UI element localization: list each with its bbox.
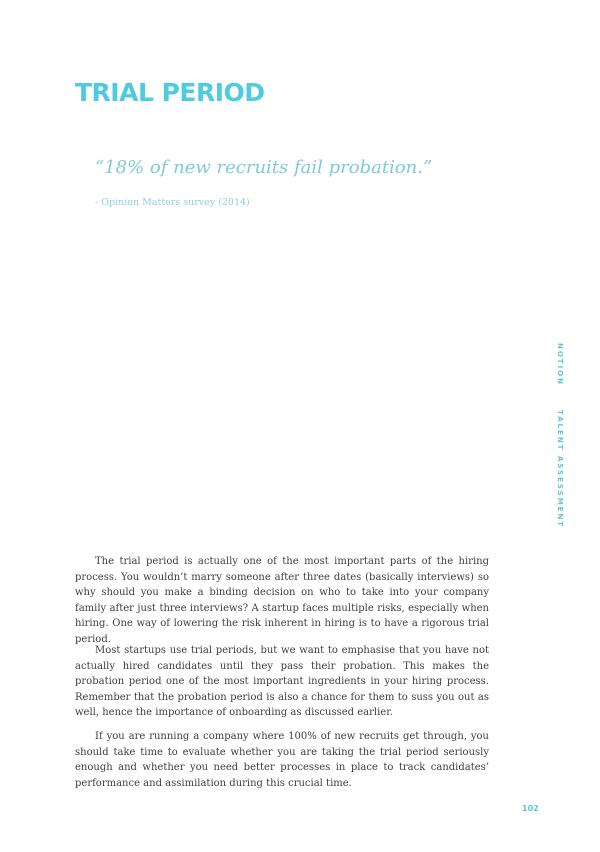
side-label-talent-assessment: TALENT ASSESSMENT	[556, 410, 564, 529]
body-paragraph: The trial period is actually one of the most important parts of the hiring process. You wouldn’t marry someone after three dates (basically interviews) so why should you make a binding decision on who to take into your company family after just three interviews? A startup faces multiple risks, especially when hiring. One way of lowering the risk inherent in hiring is to have a rigorous trial period.	[75, 556, 489, 645]
page-number: 102	[522, 804, 539, 813]
pull-quote: “18% of new recruits fail probation.”	[95, 157, 433, 178]
page-title: TRIAL PERIOD	[75, 78, 265, 107]
body-paragraph: If you are running a company where 100% of new recruits get through, you should take time to evaluate whether you are taking the trial period seriously enough and whether you need better processes in place to track candidates’ performance and assimilation during this crucial time.	[75, 731, 489, 789]
side-label-notion: NOTION	[556, 343, 564, 386]
body-paragraph: Most startups use trial periods, but we want to emphasise that you have not actually hired candidates until they pass their probation. This makes the probation period one of the most important ingredients in your hiring process. Remember that the probation period is also a chance for them to suss you out as well, hence the importance of onboarding as discussed earlier.	[75, 645, 489, 718]
quote-attribution: - Opinion Matters survey (2014)	[95, 197, 250, 208]
